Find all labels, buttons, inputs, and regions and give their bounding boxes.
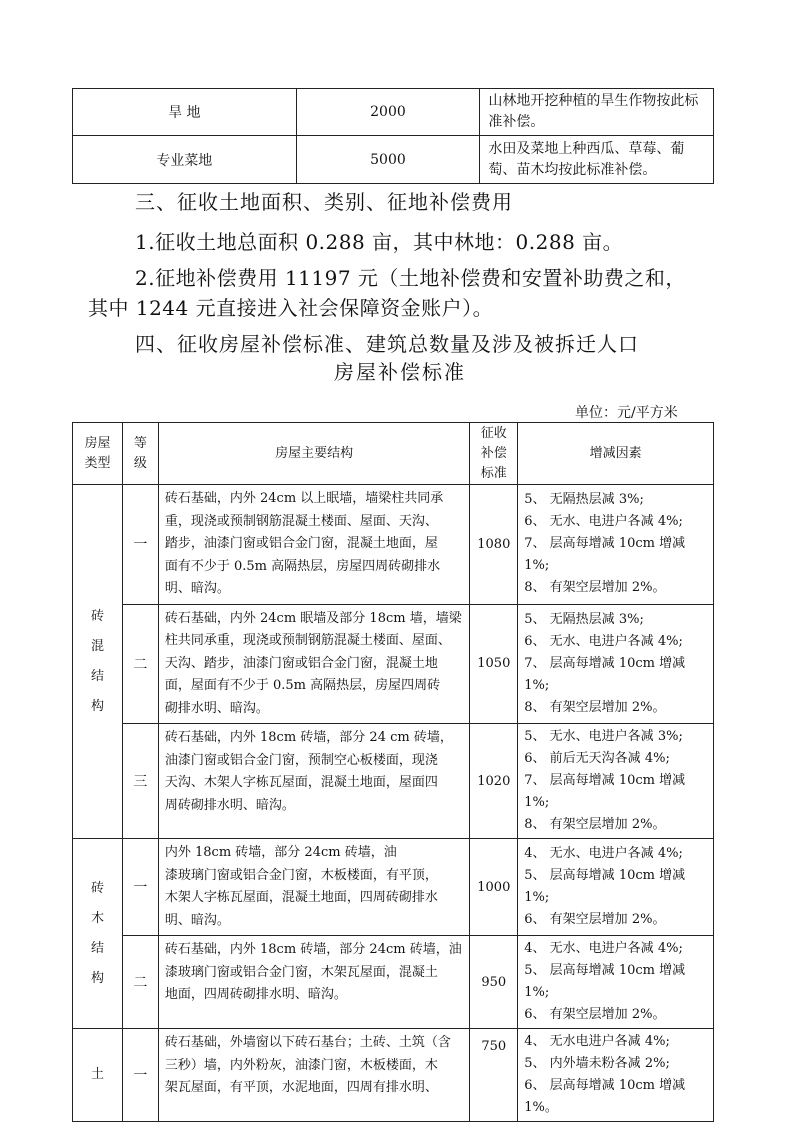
factor-line: 5、 层高每增减 10cm 增减 1%; <box>524 963 686 1000</box>
factor-line: 8、 有架空层增加 2%。 <box>524 817 666 832</box>
section4-heading: 四、征收房屋补偿标准、建筑总数量及涉及被拆迁人口 <box>135 332 639 356</box>
header-price <box>470 423 518 485</box>
factor-line: 4、 无水、电进户各减 4%; <box>524 846 683 861</box>
structure-line: 地面，四周砖砌排水明、暗沟。 <box>164 987 347 1002</box>
house-type-char: 构 <box>90 698 104 714</box>
factor-line: 7、 层高每增减 10cm 增减 1%; <box>524 773 686 810</box>
house-compensation-table <box>72 422 714 1122</box>
header-row <box>73 423 714 485</box>
factor-line: 4、 无水电进户各减 4%; <box>524 1034 670 1049</box>
grade-cell: 一 <box>122 1029 158 1122</box>
table-row <box>73 839 714 936</box>
header-type <box>73 423 123 485</box>
table-row <box>73 936 714 1029</box>
structure-line: 周砖砌排水明、暗沟。 <box>164 797 295 813</box>
table-row <box>73 604 714 724</box>
structure-line: 明、暗沟。 <box>164 912 230 928</box>
table-row <box>73 89 714 136</box>
house-type-char: 砖 <box>90 608 104 624</box>
structure-cell <box>158 1029 469 1122</box>
structure-line: 踏步，油漆门窗或铝合金门窗，混凝土地面，屋 <box>164 536 438 551</box>
structure-line: 砖石基础，外墙窗以下砖石基台；土砖、土筑（含 <box>164 1035 451 1050</box>
structure-line: 三秒）墙，内外粉灰，油漆门窗，木板楼面，木 <box>164 1057 438 1073</box>
section3-paragraph-1: 1.征收土地总面积 0.288 亩，其中林地：0.288 亩。 <box>135 230 624 254</box>
header-type-line: 房屋 <box>84 435 111 451</box>
structure-line: 漆玻璃门窗或铝合金门窗，木架瓦屋面，混凝土 <box>164 964 438 980</box>
top-compensation-table <box>72 88 714 184</box>
price-cell: 1000 <box>470 839 518 936</box>
structure-line: 天沟、踏步，油漆门窗或铝合金门窗，混凝土地 <box>164 655 438 671</box>
factors-cell <box>518 724 714 839</box>
unit-label: 单位：元/平方米 <box>575 405 678 421</box>
price-cell: 1050 <box>470 604 518 724</box>
grade-cell: 二 <box>122 604 158 724</box>
structure-line: 砖石基础，内外 24cm 眠墙及部分 18cm 墙，墙梁 <box>164 610 462 626</box>
price-cell: 750 <box>470 1029 518 1122</box>
structure-line: 砖石基础，内外 24cm 以上眠墙，墙梁柱共同承 <box>164 491 444 506</box>
factor-line: 5、 无隔热层减 3%; <box>524 492 644 508</box>
factor-line: 6、 前后无天沟各减 4%; <box>524 751 670 766</box>
header-grade-line: 级 <box>133 455 147 471</box>
factor-line: 6、 层高每增减 10cm 增减 1%。 <box>524 1078 686 1115</box>
factor-line: 8、 有架空层增加 2%。 <box>524 699 666 715</box>
structure-line: 砖石基础，内外 18cm 砖墙，部分 24 cm 砖墙， <box>164 730 453 745</box>
factors-cell <box>518 604 714 724</box>
price-cell: 950 <box>470 936 518 1029</box>
table-row <box>73 1029 714 1122</box>
grade-cell: 二 <box>122 936 158 1029</box>
house-type-char: 混 <box>90 638 104 654</box>
structure-line: 柱共同承重，现浇或预制钢筋混凝土楼面、屋面、 <box>164 633 451 648</box>
header-structure: 房屋主要结构 <box>158 423 469 485</box>
price-cell: 5000 <box>296 136 480 184</box>
structure-cell <box>158 485 469 605</box>
factor-line: 7、 层高每增减 10cm 增减 1%; <box>524 536 686 574</box>
house-type-cell <box>73 1029 123 1122</box>
factor-line: 8、 有架空层增加 2%。 <box>524 580 666 596</box>
grade-cell: 一 <box>122 839 158 936</box>
factors-cell <box>518 936 714 1029</box>
structure-line: 天沟、木架人字栋瓦屋面，混凝土地面，屋面四 <box>164 775 438 790</box>
structure-line: 油漆门窗或铝合金门窗，预制空心板楼面，现浇 <box>164 752 438 768</box>
note-cell: 水田及菜地上种西瓜、草莓、葡萄、苗木均按此标准补偿。 <box>480 136 714 184</box>
factor-line: 6、 有架空层增加 2%。 <box>524 912 666 927</box>
table-row <box>73 485 714 605</box>
header-price-line: 标准 <box>480 465 507 481</box>
structure-cell <box>158 724 469 839</box>
factors-cell <box>518 485 714 605</box>
header-grade <box>122 423 158 485</box>
structure-line: 砖石基础，内外 18cm 砖墙，部分 24cm 砖墙，油 <box>164 942 462 957</box>
house-type-char: 构 <box>90 970 104 986</box>
land-type-cell: 旱 地 <box>73 89 297 136</box>
structure-cell <box>158 839 469 936</box>
grade-cell: 一 <box>122 485 158 605</box>
house-type-cell <box>73 485 123 839</box>
factor-line: 5、 内外墙未粉各减 2%; <box>524 1056 670 1071</box>
header-factors: 增减因素 <box>518 423 714 485</box>
house-type-char: 木 <box>90 910 104 926</box>
factor-line: 5、 无隔热层减 3%; <box>524 611 644 627</box>
land-type-cell: 专业菜地 <box>73 136 297 184</box>
price-cell: 1080 <box>470 485 518 605</box>
structure-cell <box>158 936 469 1029</box>
note-cell: 山林地开挖种植的旱生作物按此标准补偿。 <box>480 89 714 136</box>
header-grade-line: 等 <box>133 435 147 451</box>
house-type-char: 土 <box>90 1067 104 1082</box>
structure-line: 架瓦屋面，有平顶，水泥地面，四周有排水明、 <box>164 1080 438 1095</box>
factor-line: 6、 有架空层增加 2%。 <box>524 1007 666 1022</box>
structure-line: 砌排水明、暗沟。 <box>164 700 269 716</box>
table-title: 房屋补偿标准 <box>334 360 466 384</box>
structure-line: 明、暗沟。 <box>164 581 230 596</box>
section3-paragraph-2-line2: 其中 1244 元直接进入社会保障资金账户）。 <box>88 296 494 320</box>
price-cell: 2000 <box>296 89 480 136</box>
factor-line: 5、 无水、电进户各减 3%; <box>524 729 683 744</box>
structure-line: 漆玻璃门窗或铝合金门窗，木板楼面，有平顶， <box>164 867 438 883</box>
house-type-char: 结 <box>90 668 104 684</box>
section3-heading: 三、征收土地面积、类别、征地补偿费用 <box>135 190 513 214</box>
factors-cell <box>518 839 714 936</box>
header-type-line: 类型 <box>84 455 111 471</box>
factor-line: 6、 无水、电进户各减 4%; <box>524 514 683 530</box>
structure-line: 面有不少于 0.5m 高隔热层，房屋四周砖砌排水 <box>164 558 441 574</box>
factor-line: 7、 层高每增减 10cm 增减 1%; <box>524 655 686 693</box>
header-price-line: 补偿 <box>480 445 507 461</box>
table-row <box>73 136 714 184</box>
section3-paragraph-2-line1: 2.征地补偿费用 11197 元（土地补偿费和安置补助费之和， <box>135 266 686 290</box>
house-type-char: 砖 <box>90 880 104 896</box>
structure-cell <box>158 604 469 724</box>
structure-line: 内外 18cm 砖墙，部分 24cm 砖墙，油 <box>164 845 397 860</box>
factor-line: 4、 无水、电进户各减 4%; <box>524 941 683 956</box>
header-price-line: 征收 <box>480 425 507 441</box>
structure-line: 面，屋面有不少于 0.5m 高隔热层，房屋四周砖 <box>164 678 441 693</box>
price-cell: 1020 <box>470 724 518 839</box>
grade-cell: 三 <box>122 724 158 839</box>
structure-line: 木架人字栋瓦屋面，混凝土地面，四周砖砌排水 <box>164 890 438 905</box>
table-row <box>73 724 714 839</box>
structure-line: 重，现浇或预制钢筋混凝土楼面、屋面、天沟、 <box>164 513 438 529</box>
house-type-cell <box>73 839 123 1029</box>
factors-cell <box>518 1029 714 1122</box>
house-type-char: 结 <box>90 940 104 956</box>
factor-line: 6、 无水、电进户各减 4%; <box>524 633 683 649</box>
factor-line: 5、 层高每增减 10cm 增减 1%; <box>524 868 686 905</box>
